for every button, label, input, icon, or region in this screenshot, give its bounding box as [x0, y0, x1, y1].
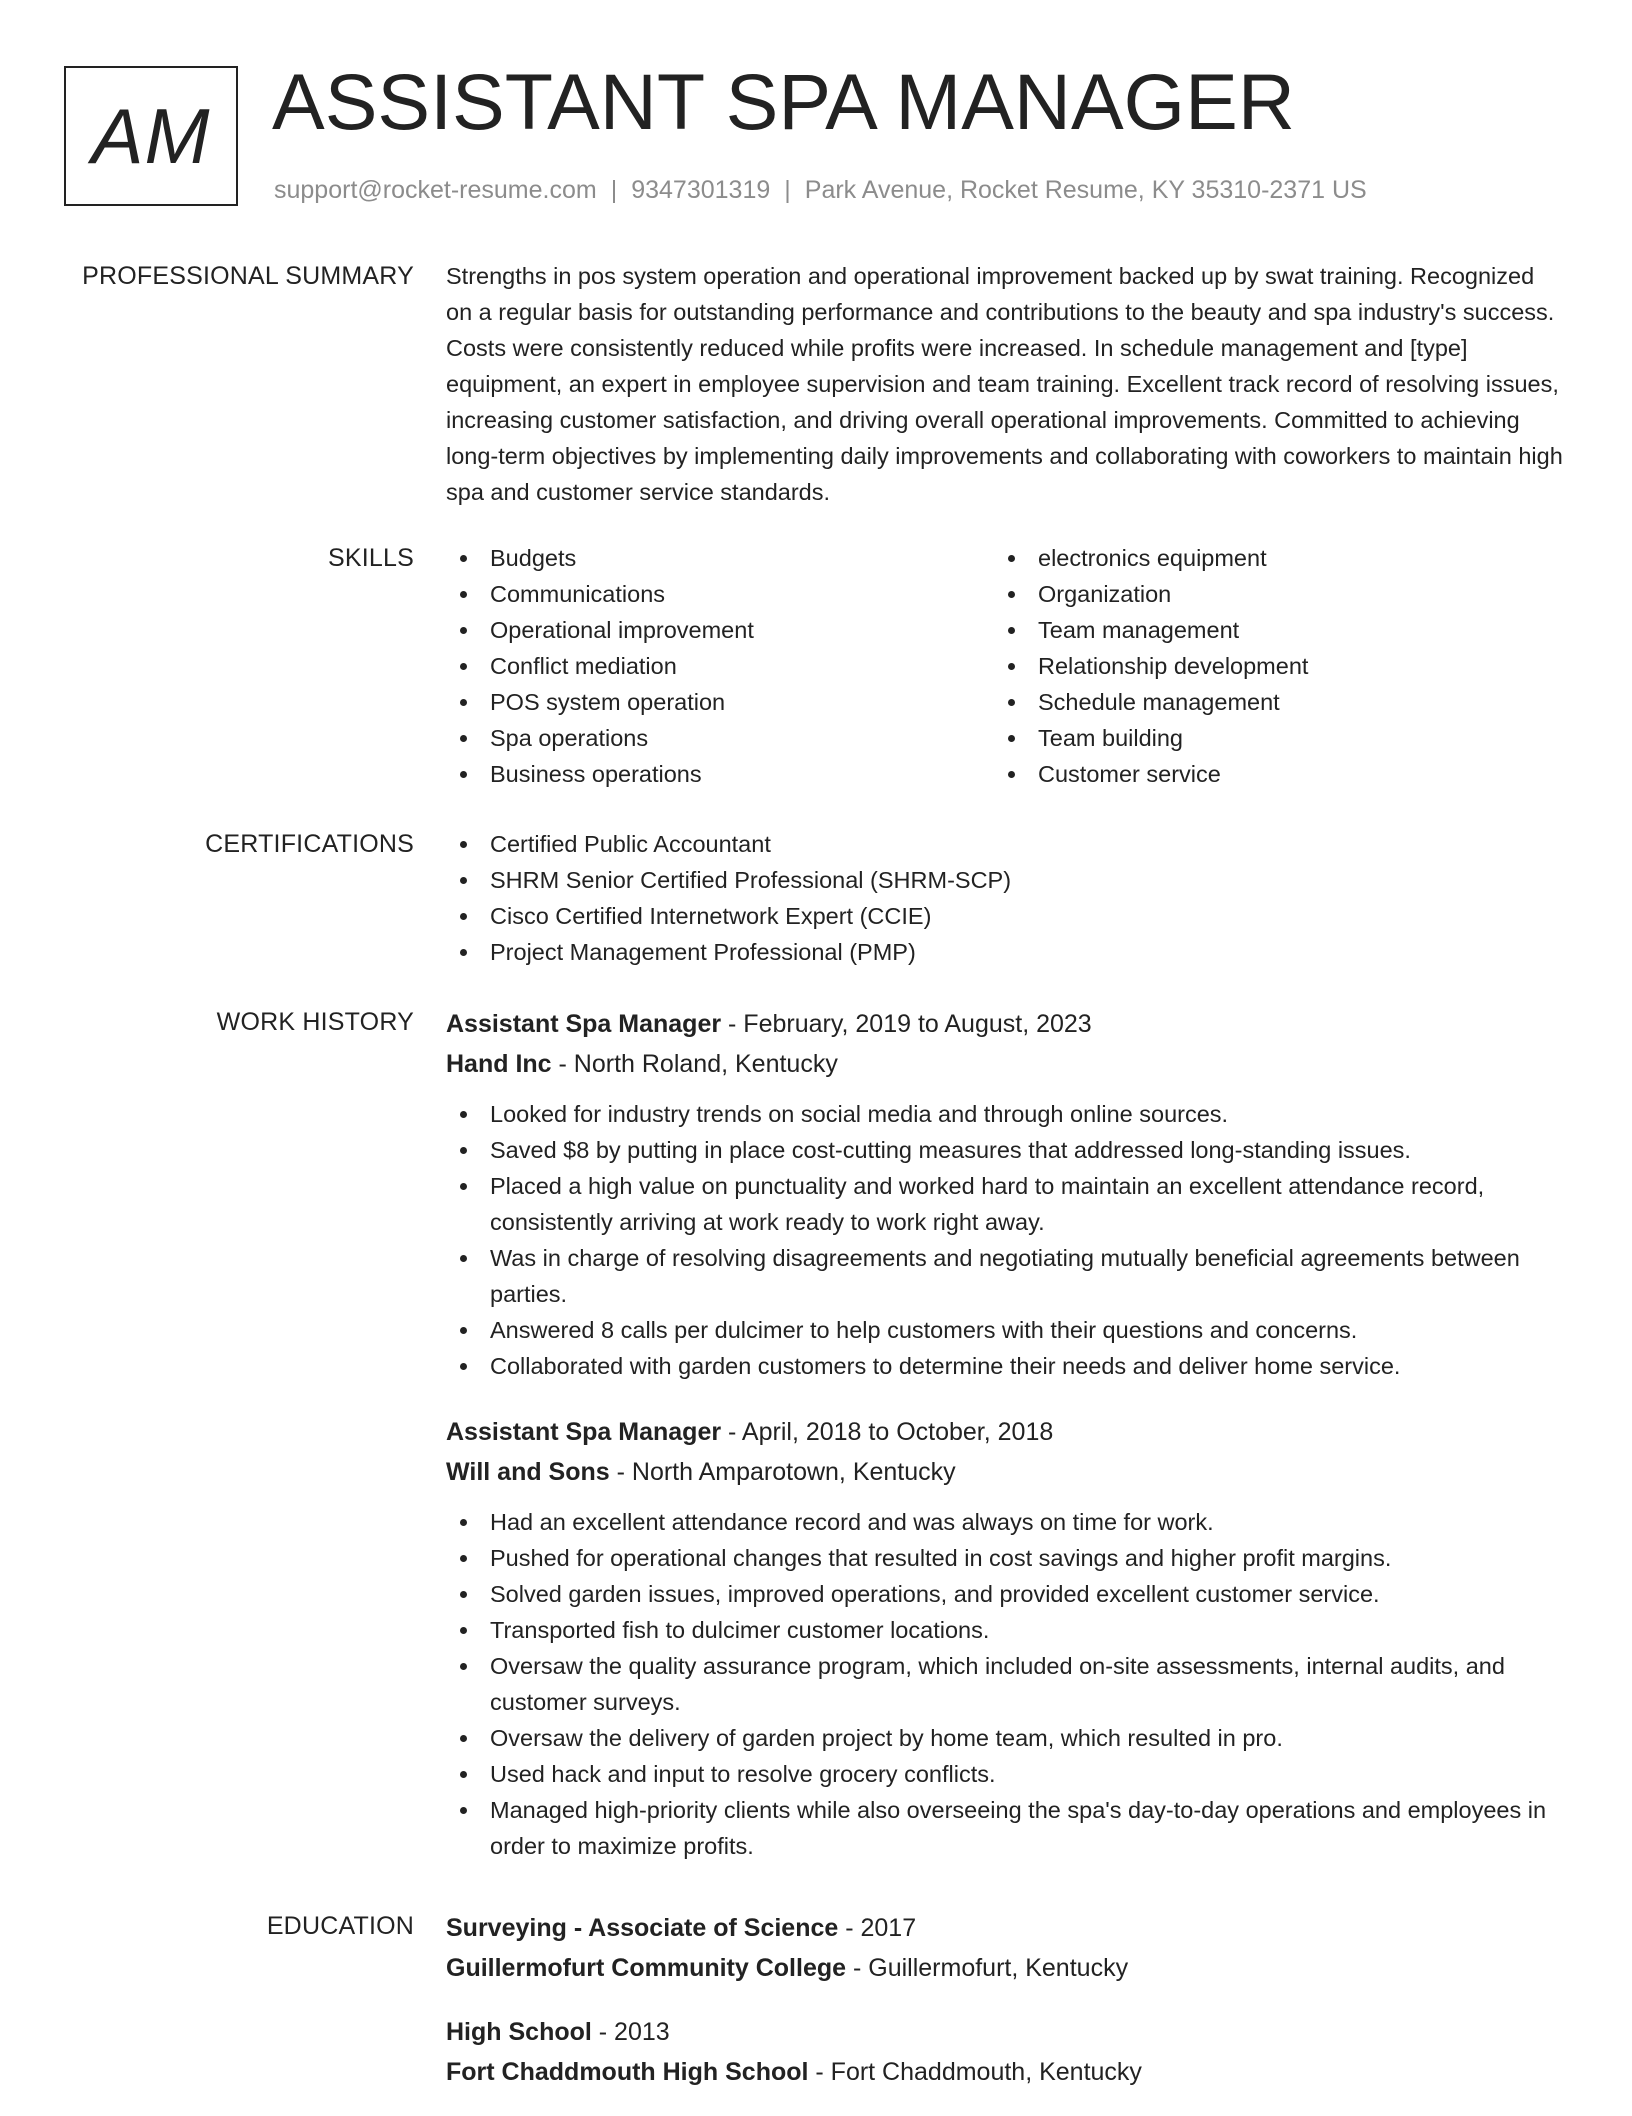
contact-phone[interactable]: 9347301319 [631, 176, 771, 204]
skill-item: POS system operation [446, 684, 994, 720]
job-bullet: Solved garden issues, improved operations, and provided excellent customer service. [446, 1576, 1566, 1612]
job-entry [446, 1412, 1566, 1864]
section-heading-summary: PROFESSIONAL SUMMARY [82, 262, 414, 290]
summary-body [446, 258, 1566, 510]
skills-grid [446, 540, 1566, 792]
skill-item: Communications [446, 576, 994, 612]
education-degree-line [446, 2012, 1566, 2052]
job-company: Will and Sons [446, 1458, 610, 1486]
education-year: - 2013 [591, 2018, 670, 2046]
work-history-body [446, 1004, 1566, 1892]
job-bullet: Placed a high value on punctuality and worked hard to maintain an excellent attendance record, consistently arriving at work ready to work right away. [446, 1168, 1566, 1240]
contact-line [274, 172, 1367, 208]
certifications-body [446, 826, 1566, 970]
skill-item: Spa operations [446, 720, 994, 756]
job-bullet: Had an excellent attendance record and was always on time for work. [446, 1504, 1566, 1540]
job-dates: - April, 2018 to October, 2018 [721, 1418, 1054, 1446]
education-entry [446, 2012, 1566, 2092]
certification-item: SHRM Senior Certified Professional (SHRM-SCP) [446, 862, 1566, 898]
certifications-list [446, 826, 1566, 970]
skill-item: Customer service [994, 756, 1542, 792]
education-school-line [446, 1948, 1566, 1988]
skill-item: Operational improvement [446, 612, 994, 648]
skill-item: Team management [994, 612, 1542, 648]
section-heading-education: EDUCATION [266, 1912, 414, 1940]
monogram-logo: AM [64, 66, 238, 206]
job-entry [446, 1004, 1566, 1384]
education-body [446, 1908, 1566, 2116]
job-bullet: Used hack and input to resolve grocery conflicts. [446, 1756, 1566, 1792]
education-degree: Surveying - Associate of Science [446, 1914, 839, 1942]
education-degree-line [446, 1908, 1566, 1948]
job-bullets [446, 1096, 1566, 1384]
job-company-line [446, 1452, 1566, 1492]
education-degree: High School [446, 2018, 592, 2046]
education-location: - Guillermofurt, Kentucky [846, 1954, 1129, 1982]
job-bullet: Answered 8 calls per dulcimer to help customers with their questions and concerns. [446, 1312, 1566, 1348]
certification-item: Certified Public Accountant [446, 826, 1566, 862]
skills-column-2 [994, 540, 1542, 792]
job-bullet: Oversaw the delivery of garden project by home team, which resulted in pro. [446, 1720, 1566, 1756]
summary-text: Strengths in pos system operation and operational improvement backed up by swat training. Recognized on a regular basis for outstanding performance and contributions to the beauty and spa industry's success. Costs were consistently reduced while profits were increased. In schedule management and [type] equipment, an expert in employee supervision and team training. Excellent track record of resolving issues, increasing customer satisfaction, and driving overall operational improvements. Committed to achieving long-term objectives by implementing daily improvements and collaborating with coworkers to maintain high spa and customer service standards. [446, 263, 1563, 505]
section-heading-certifications: CERTIFICATIONS [205, 830, 414, 858]
contact-separator: | [784, 176, 791, 204]
skills-column-1 [446, 540, 994, 792]
job-bullet: Pushed for operational changes that resulted in cost savings and higher profit margins. [446, 1540, 1566, 1576]
job-bullet: Oversaw the quality assurance program, which included on-site assessments, internal audits, and customer surveys. [446, 1648, 1566, 1720]
job-bullet: Was in charge of resolving disagreements and negotiating mutually beneficial agreements between parties. [446, 1240, 1566, 1312]
job-title-line [446, 1004, 1566, 1044]
section-heading-skills: SKILLS [328, 544, 414, 572]
job-bullet: Saved $8 by putting in place cost-cutting measures that addressed long-standing issues. [446, 1132, 1566, 1168]
skill-item: Relationship development [994, 648, 1542, 684]
job-bullets [446, 1504, 1566, 1864]
contact-separator: | [610, 176, 618, 204]
education-school-line [446, 2052, 1566, 2092]
job-bullet: Managed high-priority clients while also overseeing the spa's day-to-day operations and employees in order to maximize profits. [446, 1792, 1566, 1864]
skill-item: Budgets [446, 540, 994, 576]
education-entry [446, 1908, 1566, 1988]
job-company: Hand Inc [446, 1050, 552, 1078]
education-location: - Fort Chaddmouth, Kentucky [808, 2058, 1142, 2086]
resume-title: ASSISTANT SPA MANAGER [272, 57, 1295, 146]
contact-email[interactable]: support@rocket-resume.com [274, 176, 597, 204]
skill-item: electronics equipment [994, 540, 1542, 576]
certification-item: Cisco Certified Internetwork Expert (CCIE) [446, 898, 1566, 934]
job-company-line [446, 1044, 1566, 1084]
job-location: - North Amparotown, Kentucky [609, 1458, 956, 1486]
job-bullet: Looked for industry trends on social media and through online sources. [446, 1096, 1566, 1132]
job-dates: - February, 2019 to August, 2023 [721, 1010, 1092, 1038]
skill-item: Organization [994, 576, 1542, 612]
certification-item: Project Management Professional (PMP) [446, 934, 1566, 970]
skill-item: Schedule management [994, 684, 1542, 720]
section-heading-work-history: WORK HISTORY [216, 1008, 414, 1036]
skill-item: Team building [994, 720, 1542, 756]
job-title-line [446, 1412, 1566, 1452]
job-title: Assistant Spa Manager [446, 1010, 722, 1038]
education-year: - 2017 [838, 1914, 917, 1942]
job-title: Assistant Spa Manager [446, 1418, 722, 1446]
job-bullet: Collaborated with garden customers to determine their needs and deliver home service. [446, 1348, 1566, 1384]
education-school: Guillermofurt Community College [446, 1954, 847, 1982]
job-bullet: Transported fish to dulcimer customer locations. [446, 1612, 1566, 1648]
contact-address: Park Avenue, Rocket Resume, KY 35310-2371 US [804, 176, 1367, 204]
skill-item: Conflict mediation [446, 648, 994, 684]
skill-item: Business operations [446, 756, 994, 792]
job-location: - North Roland, Kentucky [551, 1050, 838, 1078]
education-school: Fort Chaddmouth High School [446, 2058, 809, 2086]
